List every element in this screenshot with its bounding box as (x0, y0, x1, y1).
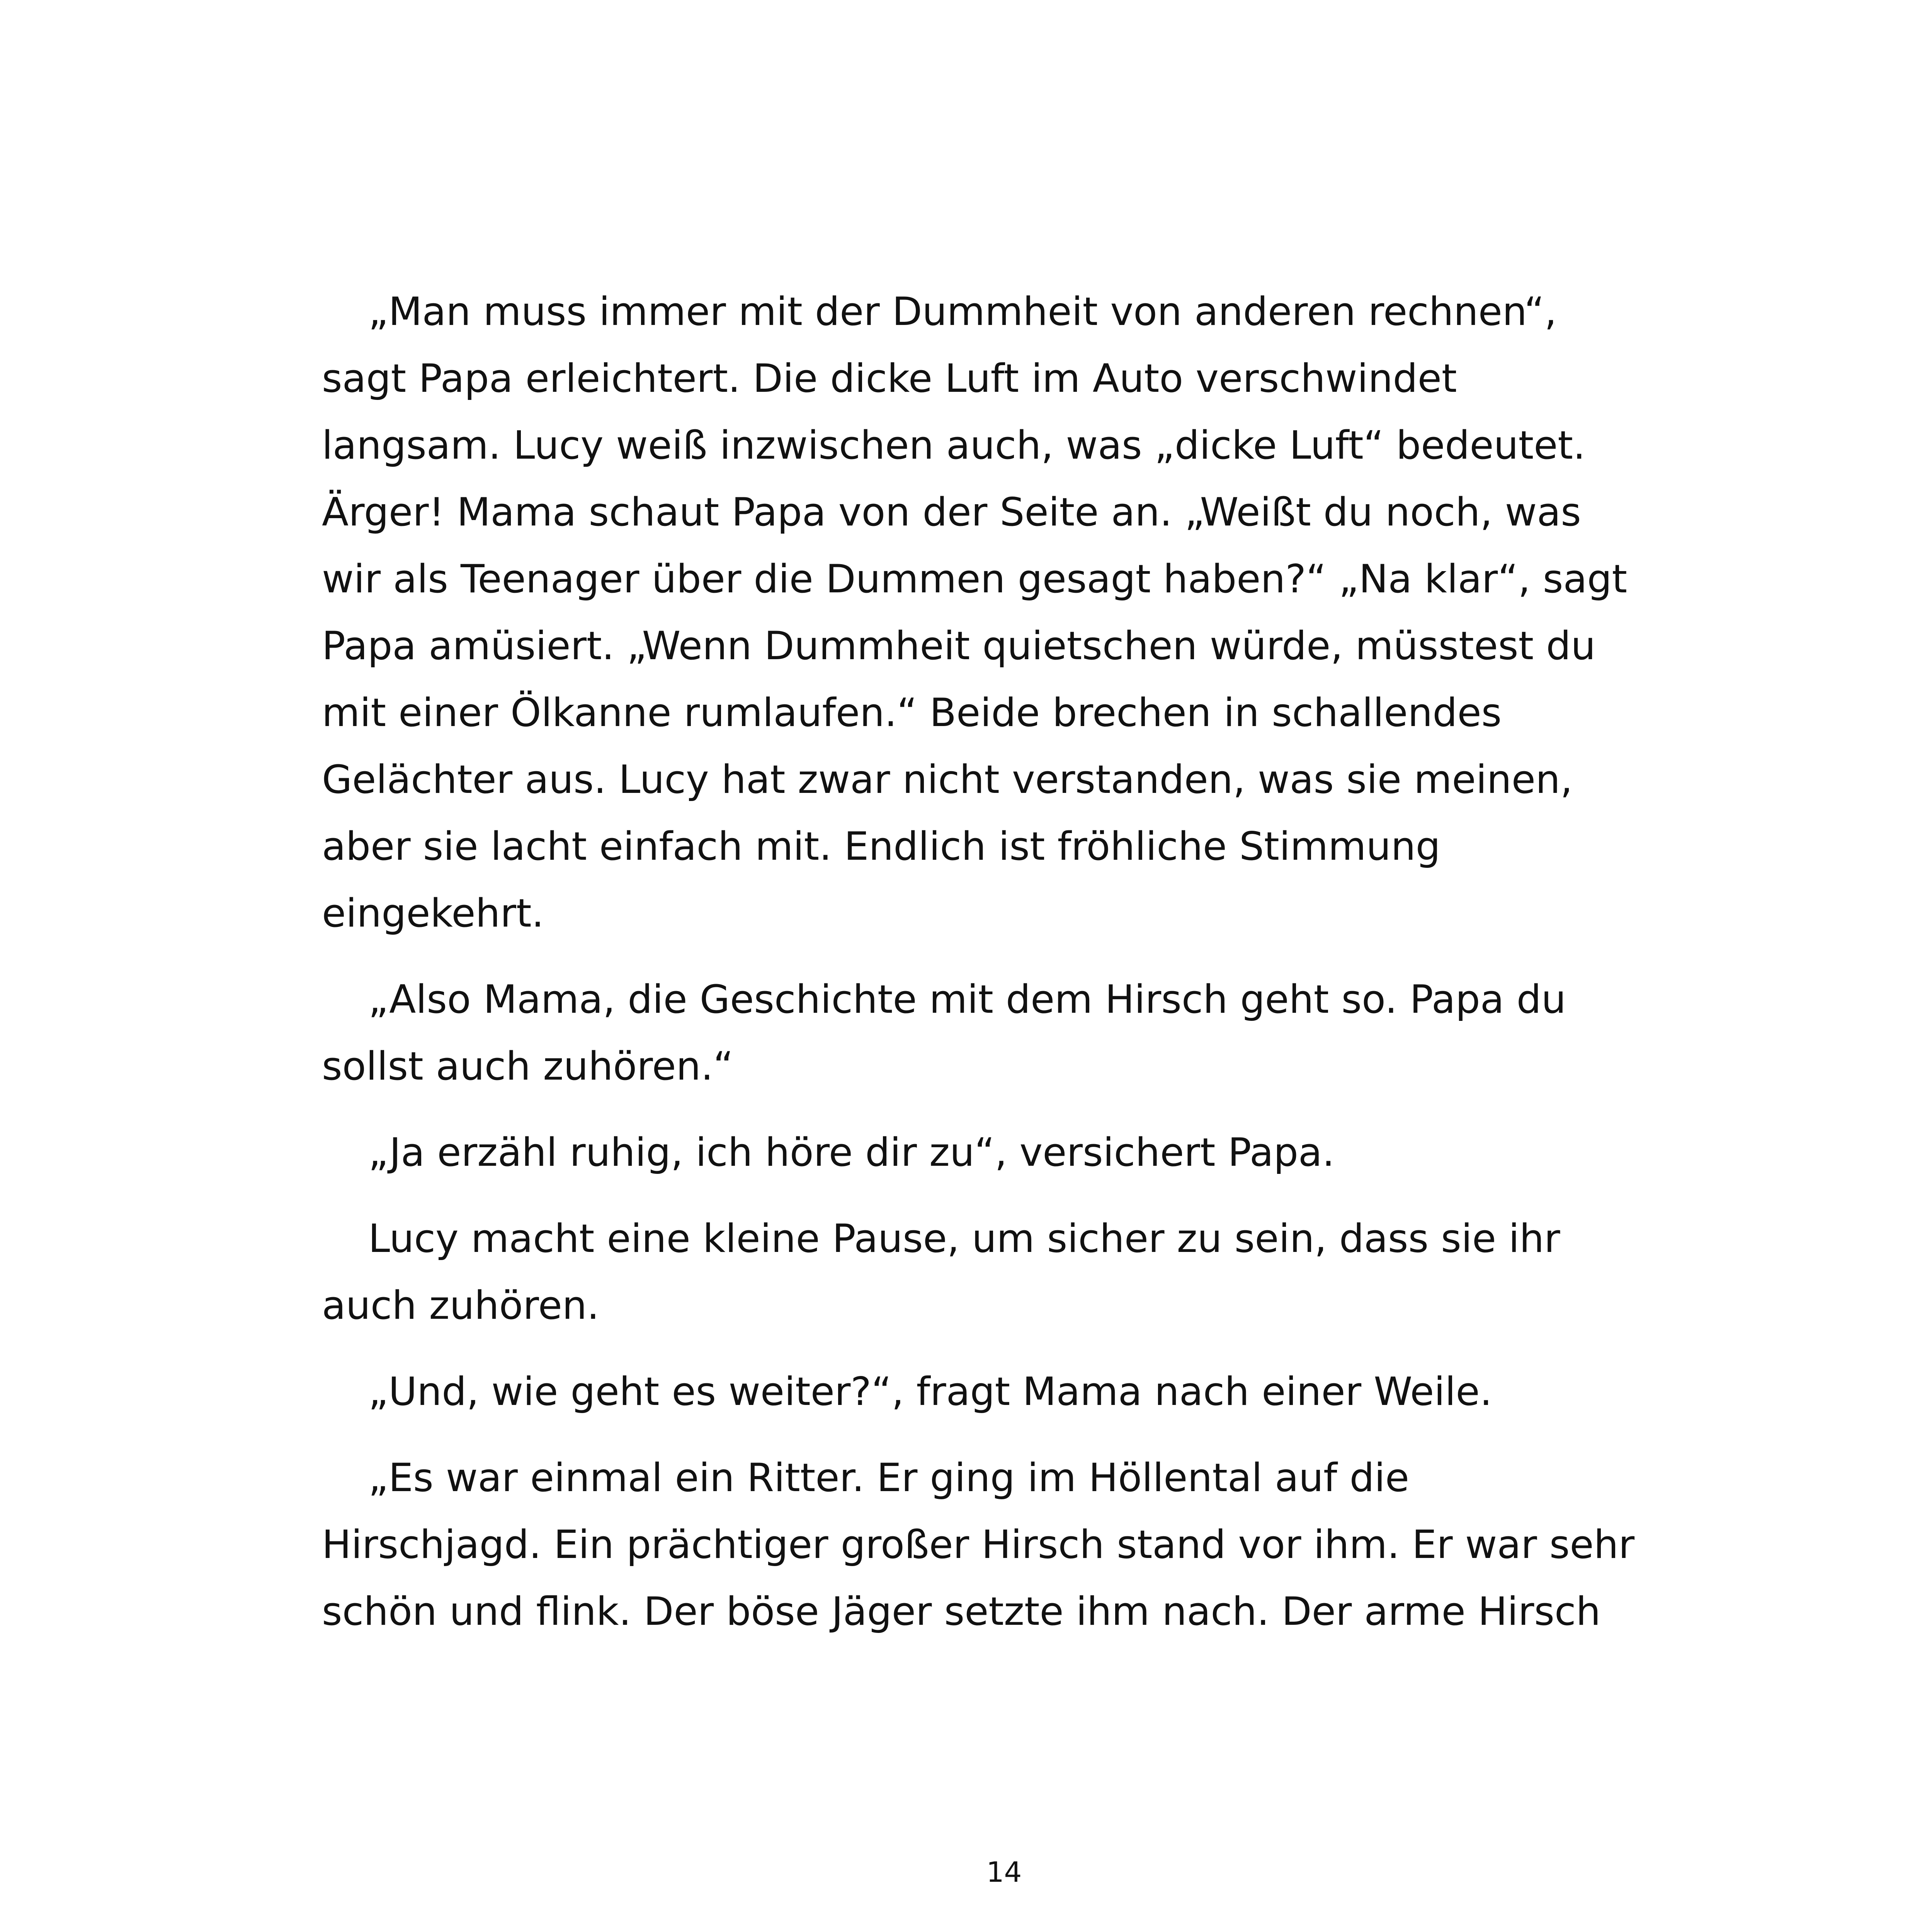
text-line: mit einer Ölkanne rumlaufen.“ Beide brechen in schallendes (322, 690, 1502, 735)
text-line: sagt Papa erleichtert. Die dicke Luft im Auto verschwindet (322, 355, 1457, 401)
text-line: Lucy macht eine kleine Pause, um sicher zu sein, dass sie ihr (368, 1216, 1560, 1261)
text-line: langsam. Lucy weiß inzwischen auch, was „dicke Luft“ bedeutet. (322, 422, 1586, 468)
text-line: Ärger! Mama schaut Papa von der Seite an. „Weißt du noch, was (322, 489, 1581, 535)
text-line: Hirschjagd. Ein prächtiger großer Hirsch stand vor ihm. Er war sehr (322, 1522, 1635, 1567)
paragraph (322, 1444, 1667, 1645)
page-number: 14 (986, 1856, 1022, 1888)
body-text (322, 278, 1667, 1664)
paragraph (322, 278, 1667, 947)
text-line: Papa amüsiert. „Wenn Dummheit quietschen würde, müsstest du (322, 623, 1596, 668)
paragraph (322, 1358, 1667, 1425)
text-line: schön und flink. Der böse Jäger setzte ihm nach. Der arme Hirsch (322, 1588, 1601, 1634)
paragraph (322, 1119, 1667, 1186)
text-line: „Es war einmal ein Ritter. Er ging im Höllental auf die (368, 1455, 1409, 1500)
text-line: „Und, wie geht es weiter?“, fragt Mama nach einer Weile. (368, 1369, 1492, 1414)
text-line: sollst auch zuhören.“ (322, 1043, 734, 1089)
text-line: auch zuhören. (322, 1282, 599, 1328)
text-line: „Also Mama, die Geschichte mit dem Hirsch geht so. Papa du (368, 976, 1566, 1022)
text-line: „Ja erzähl ruhig, ich höre dir zu“, versichert Papa. (368, 1129, 1335, 1175)
text-line: aber sie lacht einfach mit. Endlich ist fröhliche Stimmung (322, 823, 1440, 869)
text-line: „Man muss immer mit der Dummheit von anderen rechnen“, (368, 289, 1557, 334)
paragraph (322, 1205, 1667, 1339)
text-line: Gelächter aus. Lucy hat zwar nicht verstanden, was sie meinen, (322, 757, 1573, 802)
paragraph (322, 966, 1667, 1100)
text-line: wir als Teenager über die Dummen gesagt haben?“ „Na klar“, sagt (322, 556, 1628, 602)
text-line: eingekehrt. (322, 890, 544, 936)
